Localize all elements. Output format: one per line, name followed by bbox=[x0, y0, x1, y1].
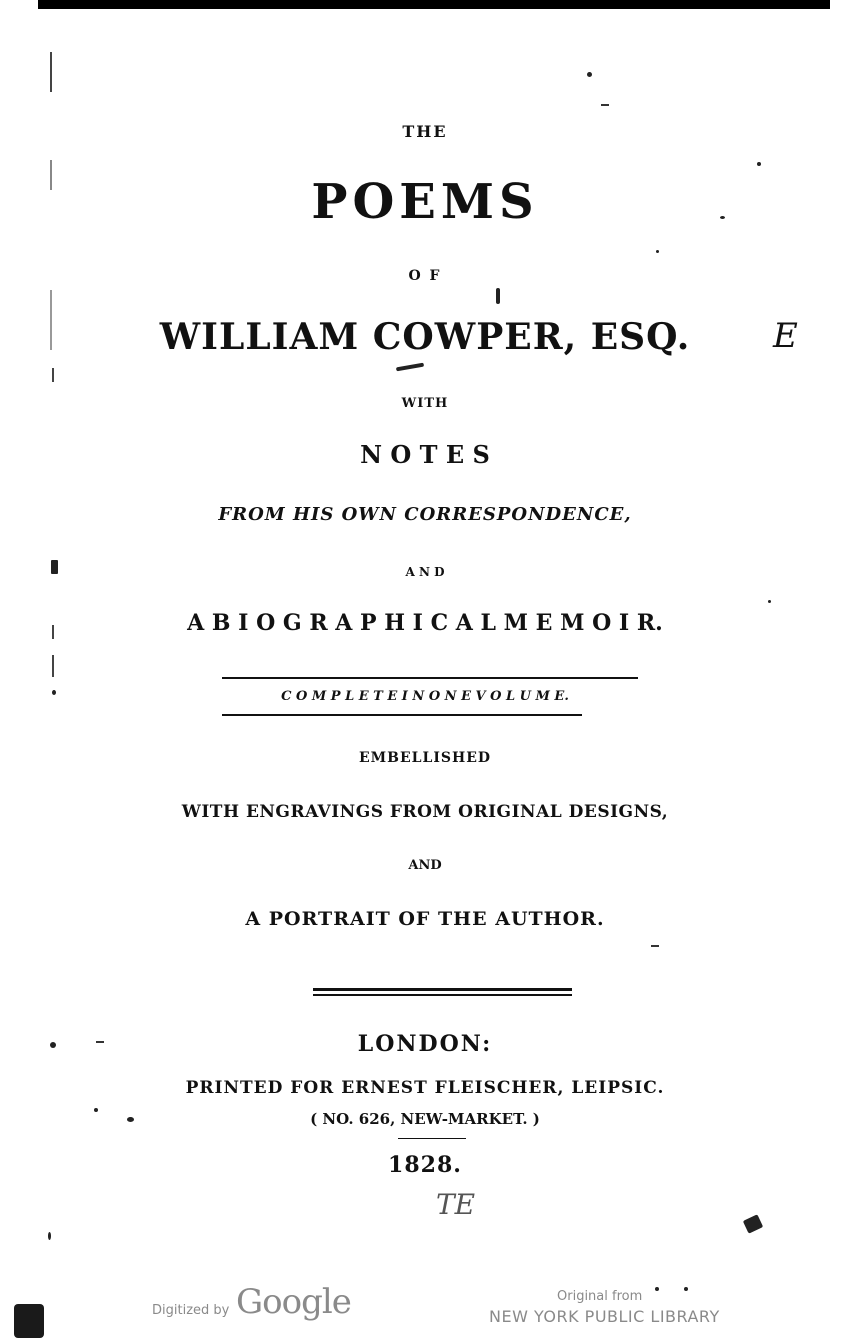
year-rule bbox=[398, 1138, 466, 1139]
margin-annotation: E bbox=[773, 316, 798, 356]
ink-stroke bbox=[396, 363, 424, 372]
speck bbox=[768, 600, 771, 603]
speck bbox=[757, 162, 761, 166]
ink-blot bbox=[743, 1214, 763, 1233]
library-name: NEW YORK PUBLIC LIBRARY bbox=[489, 1307, 720, 1326]
portrait-line: A PORTRAIT OF THE AUTHOR. bbox=[245, 908, 605, 930]
scan-artifact bbox=[50, 52, 52, 92]
speck bbox=[587, 72, 592, 77]
scan-artifact bbox=[48, 1232, 51, 1240]
speck bbox=[651, 945, 659, 947]
engravings-line: WITH ENGRAVINGS FROM ORIGINAL DESIGNS, bbox=[181, 802, 669, 822]
correspondence-line: FROM HIS OWN CORRESPONDENCE, bbox=[218, 504, 632, 525]
scan-artifact bbox=[52, 655, 54, 677]
printed-for-line: PRINTED FOR ERNEST FLEISCHER, LEIPSIC. bbox=[185, 1078, 665, 1098]
speck bbox=[601, 104, 609, 106]
speck bbox=[655, 1287, 659, 1291]
scan-artifact bbox=[14, 1304, 44, 1338]
scan-edge-bar bbox=[38, 0, 830, 9]
poems-title: POEMS bbox=[311, 174, 539, 230]
double-rule-1 bbox=[313, 988, 572, 991]
year-line: 1828. bbox=[388, 1152, 462, 1178]
double-rule-2 bbox=[313, 994, 572, 996]
author-name: WILLIAM COWPER, ESQ. bbox=[159, 316, 691, 358]
scan-artifact bbox=[52, 368, 54, 382]
with-line: WITH bbox=[401, 396, 449, 411]
and-line-1: A N D bbox=[405, 565, 445, 579]
complete-in-one-volume: C O M P L E T E I N O N E V O L U M E. bbox=[281, 689, 569, 704]
address-line: ( NO. 626, NEW-MARKET. ) bbox=[310, 1110, 540, 1128]
digitized-by-label: Digitized by bbox=[152, 1303, 230, 1318]
google-logo: Google bbox=[236, 1282, 351, 1322]
london-line: LONDON: bbox=[357, 1031, 493, 1057]
rule-bottom bbox=[222, 714, 582, 716]
ink-stroke bbox=[496, 288, 500, 304]
biographical-memoir: A B I O G R A P H I C A L M E M O I R. bbox=[187, 610, 663, 636]
notes-heading: N O T E S bbox=[360, 440, 490, 469]
of-line: O F bbox=[408, 268, 442, 284]
speck bbox=[656, 250, 659, 253]
handwritten-mark: TE bbox=[436, 1188, 476, 1221]
and-line-2: AND bbox=[408, 858, 442, 873]
rule-top bbox=[222, 677, 638, 679]
speck bbox=[684, 1287, 688, 1291]
embellished-line: EMBELLISHED bbox=[358, 750, 492, 766]
original-from-label: Original from bbox=[557, 1289, 643, 1304]
the-heading: THE bbox=[402, 122, 448, 141]
